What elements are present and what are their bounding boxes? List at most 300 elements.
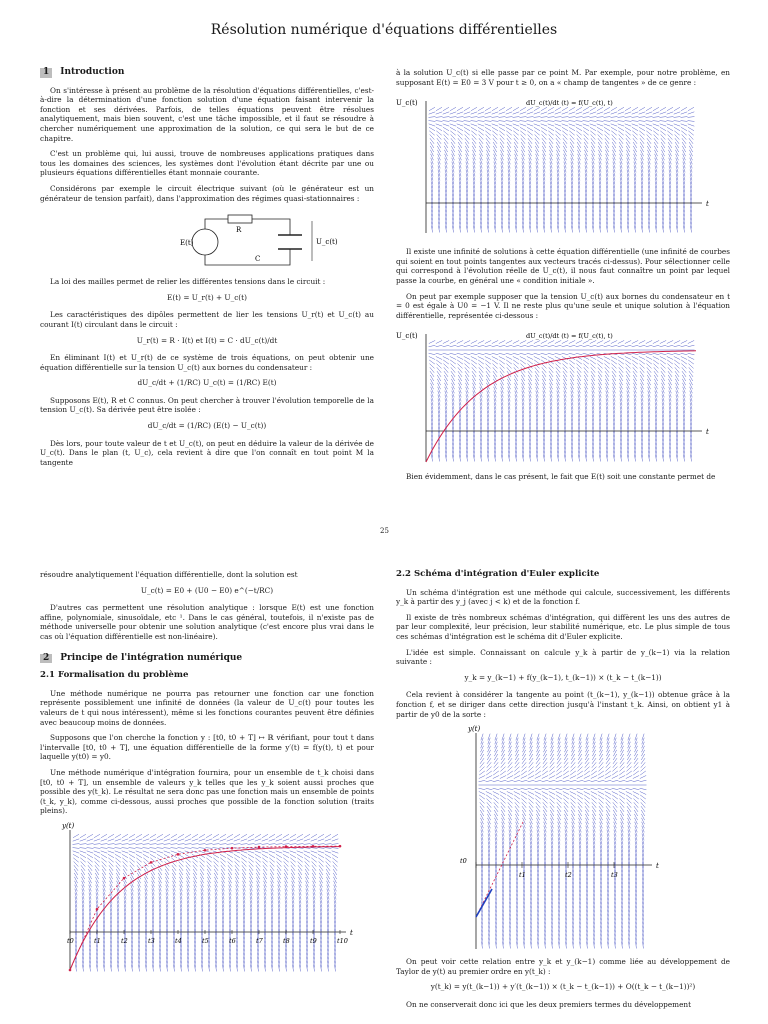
tangent-segment bbox=[80, 839, 87, 841]
tangent-segment bbox=[688, 117, 695, 118]
tangent-segment bbox=[485, 117, 492, 118]
tangent-segment bbox=[555, 354, 562, 356]
tangent-segment bbox=[520, 124, 527, 126]
tangent-segment bbox=[325, 834, 331, 838]
tangent-segment bbox=[597, 117, 604, 118]
tangent-segment bbox=[136, 843, 143, 844]
tangent-segment bbox=[129, 834, 135, 838]
tangent-segment bbox=[577, 776, 583, 779]
tangent-segment bbox=[443, 354, 450, 356]
tangent-segment bbox=[87, 839, 94, 841]
tangent-segment bbox=[471, 107, 477, 111]
tangent-segment bbox=[199, 858, 204, 863]
tangent-segment bbox=[513, 357, 519, 360]
tangent-segment bbox=[660, 127, 666, 131]
tangent-segment bbox=[660, 124, 667, 126]
tangent-segment bbox=[527, 346, 534, 348]
tangent-segment bbox=[548, 127, 554, 131]
tangent-segment bbox=[464, 131, 469, 136]
tangent-segment bbox=[457, 107, 463, 111]
tangent-segment bbox=[674, 117, 681, 118]
tangent-segment bbox=[276, 843, 283, 844]
tangent-segment bbox=[583, 357, 589, 360]
tangent-segment bbox=[542, 792, 548, 795]
tangent-segment bbox=[583, 107, 589, 111]
tangent-segment bbox=[269, 843, 276, 844]
tangent-segment bbox=[311, 858, 316, 863]
tangent-segment bbox=[646, 107, 652, 111]
tangent-segment bbox=[633, 780, 640, 782]
tangent-segment bbox=[569, 354, 576, 356]
x-tick-label: t10 bbox=[337, 936, 348, 945]
tangent-segment bbox=[486, 771, 492, 775]
euler-step-figure bbox=[396, 725, 730, 951]
tangent-segment bbox=[443, 121, 450, 122]
tangent-segment bbox=[73, 834, 79, 838]
tangent-segment bbox=[640, 788, 647, 790]
tangent-segment bbox=[94, 839, 101, 841]
tangent-segment bbox=[590, 357, 596, 360]
tangent-segment bbox=[640, 780, 647, 782]
tangent-segment bbox=[471, 341, 477, 344]
tangent-segment bbox=[493, 788, 500, 790]
tangent-segment bbox=[597, 341, 603, 344]
tangent-segment bbox=[513, 107, 519, 111]
tangent-segment bbox=[576, 354, 583, 356]
numerical-points-figure bbox=[40, 822, 374, 972]
tangent-segment bbox=[213, 843, 220, 844]
tangent-segment bbox=[255, 839, 262, 841]
tangent-segment bbox=[471, 131, 476, 136]
tangent-segment bbox=[136, 847, 143, 848]
tangent-segment bbox=[150, 847, 157, 848]
tangent-segment bbox=[619, 771, 625, 775]
tangent-segment bbox=[618, 107, 624, 111]
tangent-segment bbox=[569, 360, 575, 364]
x-tick-label: t6 bbox=[229, 936, 236, 945]
tangent-segment bbox=[199, 839, 206, 841]
tangent-segment bbox=[618, 341, 624, 344]
tangent-segment bbox=[562, 341, 568, 344]
tangent-segment bbox=[570, 776, 576, 779]
tangent-segment bbox=[527, 360, 533, 364]
tangent-segment bbox=[332, 858, 337, 863]
tangent-segment bbox=[304, 843, 311, 844]
tangent-segment bbox=[688, 107, 694, 111]
tangent-segment bbox=[569, 127, 575, 131]
tangent-segment bbox=[450, 121, 457, 122]
tangent-segment bbox=[513, 112, 520, 114]
tangent-segment bbox=[101, 834, 107, 838]
tangent-segment bbox=[681, 127, 687, 131]
tangent-segment bbox=[192, 847, 199, 848]
tangent-segment bbox=[688, 121, 695, 122]
tangent-segment bbox=[667, 341, 673, 344]
tangent-segment bbox=[632, 360, 638, 364]
tangent-segment bbox=[674, 121, 681, 122]
tangent-segment bbox=[499, 117, 506, 118]
section-1-heading bbox=[40, 68, 374, 78]
tangent-segment bbox=[534, 357, 540, 360]
tangent-segment bbox=[457, 121, 464, 122]
circuit-voltage-label: U_c(t) bbox=[316, 238, 338, 247]
tangent-segment bbox=[534, 346, 541, 348]
tangent-segment bbox=[591, 780, 598, 782]
tangent-segment bbox=[555, 107, 561, 111]
tangent-segment bbox=[520, 354, 527, 356]
tangent-segment bbox=[429, 127, 435, 131]
tangent-segment bbox=[520, 107, 526, 111]
tangent-segment bbox=[457, 360, 463, 364]
x-tick-label: t2 bbox=[565, 871, 572, 880]
tangent-segment bbox=[506, 131, 511, 136]
tangent-segment bbox=[241, 858, 246, 863]
tangent-segment bbox=[436, 357, 442, 360]
tangent-segment bbox=[583, 354, 590, 356]
tangent-segment bbox=[492, 346, 499, 348]
tangent-segment bbox=[101, 847, 108, 848]
tangent-segment bbox=[513, 117, 520, 118]
tangent-segment bbox=[94, 851, 101, 853]
tangent-segment bbox=[143, 839, 150, 841]
tangent-segment bbox=[311, 851, 318, 853]
tangent-segment bbox=[241, 839, 248, 841]
tangent-segment bbox=[478, 354, 485, 356]
tangent-segment bbox=[653, 112, 660, 114]
tangent-segment bbox=[562, 117, 569, 118]
tangent-segment bbox=[612, 780, 619, 782]
tangent-segment bbox=[528, 792, 534, 795]
tangent-segment bbox=[528, 780, 535, 782]
tangent-segment bbox=[527, 354, 534, 356]
tangent-segment bbox=[674, 112, 681, 114]
tangent-segment bbox=[290, 851, 297, 853]
tangent-segment bbox=[590, 341, 596, 344]
tangent-segment bbox=[611, 127, 617, 131]
tangent-segment bbox=[443, 341, 449, 344]
tangent-segment bbox=[597, 107, 603, 111]
tangent-segment bbox=[443, 360, 449, 364]
tangent-segment bbox=[625, 107, 631, 111]
tangent-segment bbox=[569, 107, 575, 111]
tangent-segment bbox=[534, 354, 541, 356]
paragraph: Les caractéristiques des dipôles permettent de lier les tensions U_r(t) et U_c(t) au courant I(t) circulant dans le circuit : bbox=[40, 310, 374, 329]
tangent-segment bbox=[325, 858, 330, 863]
tangent-segment bbox=[479, 776, 485, 779]
tangent-segment bbox=[115, 843, 122, 844]
tangent-segment bbox=[206, 851, 213, 853]
solution-curve bbox=[70, 846, 340, 969]
tangent-segment bbox=[597, 357, 603, 360]
tangent-segment bbox=[492, 124, 499, 126]
y-axis-label: y(t) bbox=[62, 821, 75, 830]
tangent-segment bbox=[185, 834, 191, 838]
tangent-segment bbox=[534, 121, 541, 122]
tangent-segment bbox=[164, 834, 170, 838]
tangent-segment bbox=[471, 127, 477, 131]
tangent-field bbox=[429, 341, 695, 462]
section-number: 2 bbox=[40, 654, 52, 664]
tangent-segment bbox=[297, 843, 304, 844]
tangent-segment bbox=[73, 858, 78, 863]
tangent-segment bbox=[570, 788, 577, 790]
tangent-segment bbox=[429, 121, 436, 122]
tangent-segment bbox=[520, 357, 526, 360]
tangent-segment bbox=[541, 112, 548, 114]
page1-left-column bbox=[40, 68, 374, 473]
numerical-point bbox=[123, 877, 126, 880]
tangent-segment bbox=[500, 776, 506, 779]
tangent-segment bbox=[626, 771, 632, 775]
tangent-segment bbox=[625, 131, 630, 136]
tangent-segment bbox=[534, 124, 541, 126]
tangent-segment bbox=[500, 795, 506, 799]
tangent-segment bbox=[521, 771, 527, 775]
tangent-segment bbox=[73, 854, 79, 858]
tangent-segment bbox=[171, 843, 178, 844]
tangent-segment bbox=[464, 346, 471, 348]
page2-right-column bbox=[396, 570, 730, 1016]
paragraph: La loi des mailles permet de relier les différentes tensions dans le circuit : bbox=[50, 277, 326, 287]
tangent-segment bbox=[563, 795, 569, 799]
tangent-segment bbox=[429, 112, 436, 114]
tangent-segment bbox=[157, 847, 164, 848]
circuit-capacitor-label: C bbox=[255, 255, 261, 264]
tangent-segment bbox=[625, 341, 631, 344]
tangent-segment bbox=[555, 357, 561, 360]
tangent-segment bbox=[507, 792, 513, 795]
tangent-segment bbox=[464, 112, 471, 114]
tangent-segment bbox=[164, 847, 171, 848]
tangent-segment bbox=[436, 117, 443, 118]
tangent-segment bbox=[94, 858, 99, 863]
tangent-segment bbox=[653, 360, 659, 364]
tangent-segment bbox=[639, 124, 646, 126]
tangent-segment bbox=[443, 131, 448, 136]
tangent-segment bbox=[150, 843, 157, 844]
tangent-segment bbox=[527, 127, 533, 131]
tangent-segment bbox=[283, 839, 290, 841]
numerical-point bbox=[69, 969, 72, 972]
tangent-segment bbox=[192, 839, 199, 841]
tangent-segment bbox=[478, 127, 484, 131]
tangent-segment bbox=[598, 780, 605, 782]
tangent-segment bbox=[549, 780, 556, 782]
tangent-segment bbox=[626, 788, 633, 790]
tangent-segment bbox=[563, 788, 570, 790]
tangent-segment bbox=[506, 357, 512, 360]
tangent-segment bbox=[576, 121, 583, 122]
tangent-segment bbox=[618, 117, 625, 118]
tangent-segment bbox=[436, 131, 441, 136]
tangent-segment bbox=[548, 117, 555, 118]
tangent-segment bbox=[129, 847, 136, 848]
tangent-segment bbox=[136, 854, 142, 858]
tangent-segment bbox=[450, 124, 457, 126]
x-tick-label: t5 bbox=[202, 936, 209, 945]
tangent-segment bbox=[590, 346, 597, 348]
tangent-segment bbox=[318, 834, 324, 838]
tangent-segment bbox=[485, 112, 492, 114]
tangent-segment bbox=[485, 121, 492, 122]
tangent-segment bbox=[527, 357, 533, 360]
tangent-segment bbox=[443, 117, 450, 118]
tangent-segment bbox=[534, 360, 540, 364]
tangent-vector bbox=[476, 889, 492, 917]
tangent-segment bbox=[143, 858, 148, 863]
tangent-segment bbox=[681, 121, 688, 122]
tangent-segment bbox=[562, 121, 569, 122]
tangent-segment bbox=[507, 795, 513, 799]
tangent-segment bbox=[548, 107, 554, 111]
tangent-segment bbox=[485, 124, 492, 126]
tangent-segment bbox=[541, 357, 547, 360]
tangent-segment bbox=[563, 780, 570, 782]
tangent-segment bbox=[192, 858, 197, 863]
tangent-segment bbox=[619, 780, 626, 782]
tangent-segment bbox=[541, 341, 547, 344]
tangent-segment bbox=[584, 788, 591, 790]
tangent-segment bbox=[80, 858, 85, 863]
tangent-segment bbox=[248, 854, 254, 858]
tangent-segment bbox=[528, 776, 534, 779]
tangent-segment bbox=[499, 354, 506, 356]
tangent-segment bbox=[332, 843, 339, 844]
tangent-segment bbox=[576, 107, 582, 111]
tangent-segment bbox=[555, 112, 562, 114]
tangent-segment bbox=[577, 792, 583, 795]
tangent-segment bbox=[646, 124, 653, 126]
tangent-segment bbox=[499, 360, 505, 364]
tangent-segment bbox=[640, 776, 646, 779]
tangent-segment bbox=[471, 346, 478, 348]
tangent-segment bbox=[520, 341, 526, 344]
tangent-segment bbox=[478, 346, 485, 348]
tangent-segment bbox=[541, 131, 546, 136]
tangent-segment bbox=[605, 776, 611, 779]
tangent-segment bbox=[583, 341, 589, 344]
tangent-segment bbox=[185, 843, 192, 844]
tangent-segment bbox=[150, 854, 156, 858]
tangent-segment bbox=[464, 124, 471, 126]
figure-formula: dU_c(t)/dt (t) = f(U_c(t), t) bbox=[526, 99, 613, 108]
tangent-segment bbox=[478, 131, 483, 136]
tangent-segment bbox=[471, 124, 478, 126]
tangent-segment bbox=[591, 776, 597, 779]
tangent-segment bbox=[255, 854, 261, 858]
tangent-segment bbox=[681, 107, 687, 111]
paragraph: Cela revient à considérer la tangente au point (t_(k−1), y_(k−1)) obtenue grâce à la fonction f, et se diriger dans cette direction jusqu'à l'instant t_k. Ainsi, on obtient y1 à partir de y0 de la sorte : bbox=[396, 690, 730, 719]
tangent-segment bbox=[457, 117, 464, 118]
tangent-segment bbox=[597, 121, 604, 122]
tangent-segment bbox=[660, 360, 666, 364]
tangent-segment bbox=[583, 346, 590, 348]
tangent-segment bbox=[199, 847, 206, 848]
tangent-segment bbox=[520, 131, 525, 136]
tangent-segment bbox=[598, 792, 604, 795]
tangent-segment bbox=[653, 341, 659, 344]
tangent-segment bbox=[605, 795, 611, 799]
tangent-segment bbox=[318, 839, 325, 841]
tangent-segment bbox=[457, 341, 463, 344]
section-title: Introduction bbox=[60, 67, 125, 77]
tangent-segment bbox=[262, 839, 269, 841]
paragraph: Une méthode numérique ne pourra pas retourner une fonction car une fonction représente possiblement une infinité de données (la valeur de U_c(t) pour toutes les valeurs de t qui nous intéressent), même si les fonctions courantes peuvent être définies avec beaucoup moins de données. bbox=[40, 688, 374, 727]
tangent-segment bbox=[108, 847, 115, 848]
tangent-segment bbox=[185, 847, 192, 848]
tangent-segment bbox=[640, 792, 646, 795]
tangent-segment bbox=[535, 776, 541, 779]
tangent-segment bbox=[576, 124, 583, 126]
tangent-segment bbox=[674, 341, 680, 344]
tangent-segment bbox=[213, 834, 219, 838]
tangent-segment bbox=[514, 776, 520, 779]
paragraph: C'est un problème qui, lui aussi, trouve de nombreuses applications pratiques dans tous les domaines des sciences, les systèmes dont l'évolution étant décrite par une ou plusieurs équations différentielles étant monnaie courante. bbox=[40, 149, 374, 178]
figure-formula: dU_c(t)/dt (t) = f(U_c(t), t) bbox=[526, 332, 613, 341]
tangent-segment bbox=[681, 341, 687, 344]
tangent-segment bbox=[457, 354, 464, 356]
tangent-segment bbox=[499, 121, 506, 122]
tangent-segment bbox=[464, 341, 470, 344]
tangent-segment bbox=[234, 854, 240, 858]
tangent-segment bbox=[646, 117, 653, 118]
tangent-segment bbox=[318, 847, 325, 848]
tangent-segment bbox=[605, 792, 611, 795]
tangent-segment bbox=[506, 341, 512, 344]
tangent-segment bbox=[605, 771, 611, 775]
tangent-segment bbox=[611, 107, 617, 111]
tangent-segment bbox=[639, 131, 644, 136]
tangent-segment bbox=[150, 834, 156, 838]
tangent-segment bbox=[626, 792, 632, 795]
tangent-segment bbox=[688, 346, 695, 348]
tangent-segment bbox=[604, 117, 611, 118]
tangent-segment bbox=[478, 357, 484, 360]
tangent-segment bbox=[605, 780, 612, 782]
tangent-segment bbox=[653, 121, 660, 122]
tangent-segment bbox=[479, 788, 486, 790]
tangent-segment bbox=[500, 792, 506, 795]
tangent-segment bbox=[527, 112, 534, 114]
tangent-segment bbox=[492, 354, 499, 356]
tangent-segment bbox=[450, 341, 456, 344]
numerical-point bbox=[96, 908, 99, 911]
tangent-segment bbox=[619, 792, 625, 795]
tangent-segment bbox=[528, 795, 534, 799]
tangent-segment bbox=[171, 834, 177, 838]
tangent-segment bbox=[492, 357, 498, 360]
tangent-segment bbox=[535, 792, 541, 795]
tangent-segment bbox=[492, 360, 498, 364]
tangent-segment bbox=[520, 127, 526, 131]
tangent-segment bbox=[562, 107, 568, 111]
tangent-segment bbox=[646, 341, 652, 344]
tangent-segment bbox=[213, 854, 219, 858]
tangent-segment bbox=[520, 346, 527, 348]
tangent-segment bbox=[255, 834, 261, 838]
tangent-segment bbox=[464, 354, 471, 356]
tangent-segment bbox=[534, 127, 540, 131]
tangent-segment bbox=[283, 843, 290, 844]
tangent-segment bbox=[276, 858, 281, 863]
tangent-segment bbox=[450, 357, 456, 360]
numerical-point bbox=[339, 845, 342, 848]
tangent-segment bbox=[94, 843, 101, 844]
tangent-segment bbox=[94, 834, 100, 838]
paragraph: résoudre analytiquement l'équation différentielle, dont la solution est bbox=[40, 570, 298, 579]
tangent-segment bbox=[590, 124, 597, 126]
tangent-segment bbox=[311, 834, 317, 838]
